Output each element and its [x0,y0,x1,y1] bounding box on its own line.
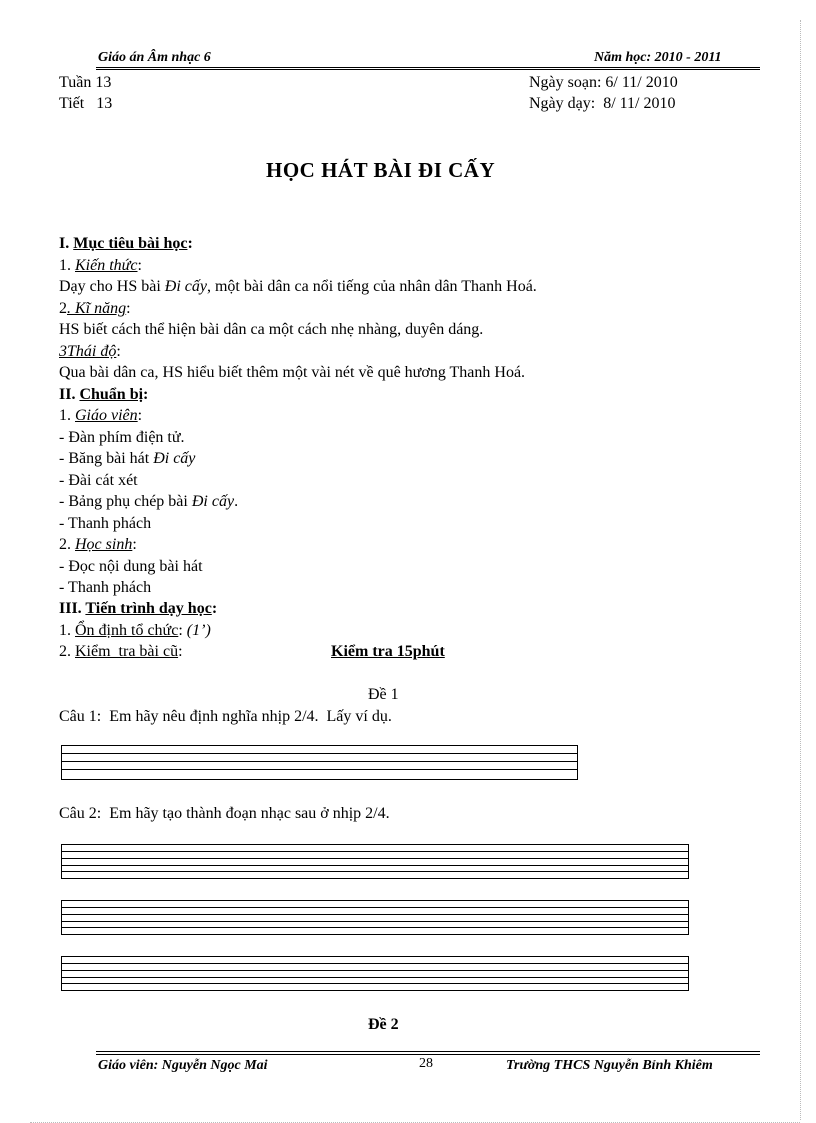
section3-heading: III. Tiến trình dạy học: [59,600,218,617]
skill-label: . Kĩ năng [67,300,127,317]
section2-title: Chuẩn bị [79,386,144,403]
organization-line: 1. Ổn định tổ chức: (1’) [59,622,211,639]
section2-heading: II. Chuẩn bị: [59,386,149,403]
list-item [59,448,195,469]
list-item: - Bảng phụ chép bài Đi cấy. [59,493,239,510]
list-item: - Đọc nội dung bài hát [59,558,203,575]
teacher-heading: 1. Giáo viên: [59,407,143,424]
footer-school: Trường THCS Nguyễn Bỉnh Khiêm [506,1058,713,1073]
page-number: 28 [419,1056,433,1071]
teach-date: Ngày dạy: 8/ 11/ 2010 [529,95,676,112]
section3-number: III. [59,600,82,617]
list-item-song: Đi cấy [191,493,235,510]
list-item: - Đàn phím điện tử. [59,429,185,446]
attitude-label: 3Thái độ [59,343,117,360]
music-staff [61,745,578,780]
exam-version-2: Đề 2 [368,1016,399,1033]
header-school-year: Năm học: 2010 - 2011 [594,50,722,65]
list-item: - Thanh phách [59,579,152,596]
skill-text: HS biết cách thể hiện bài dân ca một cách nhẹ nhàng, duyên dáng. [59,321,484,338]
week-label: Tuần 13 [59,74,112,91]
organization-number: 1. [59,622,71,639]
test-title: Kiểm tra 15phút [331,643,445,660]
footer-rule-secondary [96,1054,760,1055]
skill-number: 2 [59,300,67,317]
period-label: Tiết 13 [59,95,113,112]
footer-teacher: Giáo viên: Nguyễn Ngọc Mai [98,1058,268,1073]
section3-title: Tiến trình dạy học [85,600,212,617]
list-item-text: - Băng bài hát [59,450,154,467]
question-2: Câu 2: Em hãy tạo thành đoạn nhạc sau ở nhịp 2/4. [59,805,390,822]
organization-label: Ổn định tổ chức [75,622,179,639]
section1-heading [59,233,193,254]
student-label: Học sinh [75,536,133,553]
music-staff [61,844,689,879]
list-item: - Đài cát xét [59,472,138,489]
check-number: 2. [59,643,71,660]
list-item-song: Đi cấy [153,450,196,467]
section1-number: I. [59,235,70,252]
page-title: HỌC HÁT BÀI ĐI CẤY [266,158,496,182]
skill-heading: 2. Kĩ năng: [59,300,131,317]
question-1: Câu 1: Em hãy nêu định nghĩa nhịp 2/4. Lấy ví dụ. [59,708,392,725]
attitude-text: Qua bài dân ca, HS hiểu biết thêm một vài nét về quê hương Thanh Hoá. [59,364,526,381]
teacher-label: Giáo viên [75,407,138,424]
section1-colon: : [187,235,193,252]
music-staff [61,956,689,991]
student-heading: 2. Học sinh: [59,536,137,553]
list-item-text: - Bảng phụ chép bài [59,493,192,510]
prep-date: Ngày soạn: 6/ 11/ 2010 [529,74,678,91]
page-edge-right [800,20,801,1120]
list-item: - Thanh phách [59,515,152,532]
section2-number: II. [59,386,76,403]
header-subject: Giáo án Âm nhạc 6 [98,50,211,65]
knowledge-text-pre: Dạy cho HS bài [59,278,165,295]
check-label: Kiểm tra bài cũ [75,643,179,660]
knowledge-song: Đi cấy [164,278,207,295]
knowledge-text [59,276,537,297]
exam-version-1: Đề 1 [368,686,399,703]
check-line: 2. Kiểm tra bài cũ: [59,643,183,660]
teacher-number: 1. [59,407,71,424]
knowledge-label: Kiến thức [75,257,138,274]
footer-rule [96,1051,760,1052]
header-rule-secondary [96,69,760,70]
knowledge-text-post: , một bài dân ca nổi tiếng của nhân dân Thanh Hoá. [206,278,537,295]
attitude-heading: 3Thái độ: [59,343,121,360]
student-number: 2. [59,536,71,553]
music-staff [61,900,689,935]
knowledge-number: 1. [59,257,71,274]
section1-title: Mục tiêu bài học [73,235,188,252]
header-rule [96,67,760,68]
organization-time: (1’) [186,622,211,639]
knowledge-heading: 1. Kiến thức: [59,257,142,274]
